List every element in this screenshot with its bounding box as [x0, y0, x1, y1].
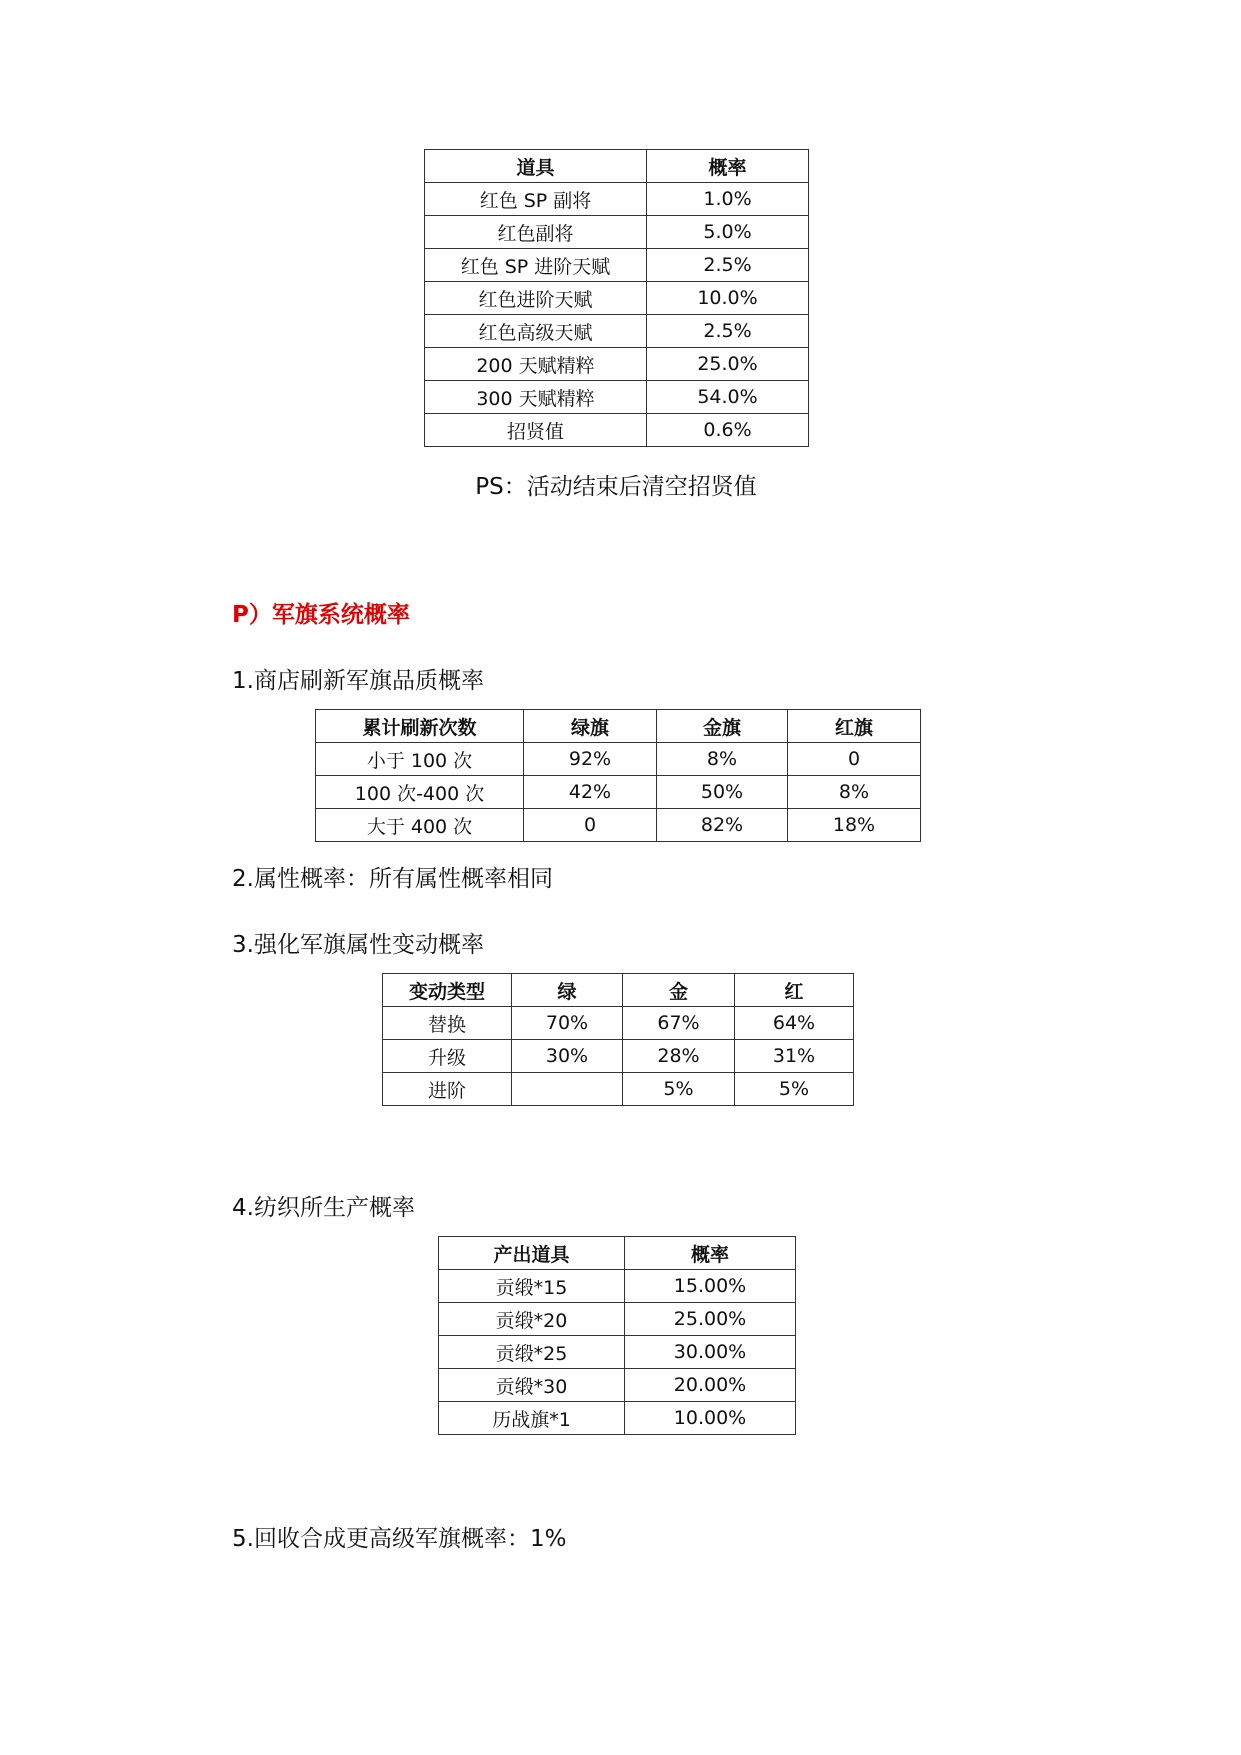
probability-cell: 10.00%	[625, 1402, 796, 1435]
red-cell: 64%	[735, 1007, 854, 1040]
red-cell: 8%	[788, 776, 921, 809]
table-row	[425, 282, 809, 315]
recycle-heading: 5.回收合成更高级军旗概率：1%	[232, 1526, 567, 1552]
item-cell: 红色副将	[425, 216, 647, 249]
item-cell: 红色 SP 副将	[425, 183, 647, 216]
item-cell: 红色高级天赋	[425, 315, 647, 348]
header-red: 红	[735, 974, 854, 1007]
item-cell: 贡缎*30	[439, 1369, 625, 1402]
header-probability: 概率	[625, 1237, 796, 1270]
shop-refresh-table	[315, 709, 921, 842]
table-row	[425, 414, 809, 447]
red-cell: 18%	[788, 809, 921, 842]
change-type-cell: 替换	[383, 1007, 512, 1040]
enhance-heading: 3.强化军旗属性变动概率	[232, 932, 484, 958]
change-type-cell: 进阶	[383, 1073, 512, 1106]
table-row	[425, 249, 809, 282]
table-row	[439, 1270, 796, 1303]
green-cell	[512, 1073, 623, 1106]
table-row	[425, 348, 809, 381]
enhance-attribute-table	[382, 973, 854, 1106]
probability-cell: 2.5%	[647, 249, 809, 282]
probability-cell: 5.0%	[647, 216, 809, 249]
probability-cell: 2.5%	[647, 315, 809, 348]
gold-cell: 50%	[657, 776, 788, 809]
header-probability: 概率	[647, 150, 809, 183]
probability-cell: 30.00%	[625, 1336, 796, 1369]
header-red-flag: 红旗	[788, 710, 921, 743]
probability-cell: 20.00%	[625, 1369, 796, 1402]
green-cell: 70%	[512, 1007, 623, 1040]
table-row	[425, 315, 809, 348]
item-cell: 300 天赋精粹	[425, 381, 647, 414]
header-refresh-count: 累计刷新次数	[316, 710, 524, 743]
gold-cell: 67%	[623, 1007, 735, 1040]
red-cell: 5%	[735, 1073, 854, 1106]
gold-cell: 5%	[623, 1073, 735, 1106]
header-item: 道具	[425, 150, 647, 183]
table-row	[439, 1369, 796, 1402]
probability-cell: 25.0%	[647, 348, 809, 381]
table-row	[439, 1402, 796, 1435]
table-row	[383, 1073, 854, 1106]
section-title: P）军旗系统概率	[232, 602, 410, 628]
probability-cell: 0.6%	[647, 414, 809, 447]
green-cell: 0	[524, 809, 657, 842]
refresh-count-cell: 大于 400 次	[316, 809, 524, 842]
item-cell: 贡缎*25	[439, 1336, 625, 1369]
table-row	[439, 1303, 796, 1336]
gold-cell: 8%	[657, 743, 788, 776]
attribute-heading: 2.属性概率：所有属性概率相同	[232, 866, 553, 892]
table-row	[316, 776, 921, 809]
probability-cell: 10.0%	[647, 282, 809, 315]
probability-cell: 15.00%	[625, 1270, 796, 1303]
table-row	[425, 183, 809, 216]
red-cell: 0	[788, 743, 921, 776]
probability-cell: 54.0%	[647, 381, 809, 414]
green-cell: 92%	[524, 743, 657, 776]
table-row	[316, 743, 921, 776]
table-row	[383, 1040, 854, 1073]
gold-cell: 28%	[623, 1040, 735, 1073]
header-gold-flag: 金旗	[657, 710, 788, 743]
header-green: 绿	[512, 974, 623, 1007]
probability-cell: 1.0%	[647, 183, 809, 216]
table-header-row	[439, 1237, 796, 1270]
item-cell: 200 天赋精粹	[425, 348, 647, 381]
green-cell: 30%	[512, 1040, 623, 1073]
header-green-flag: 绿旗	[524, 710, 657, 743]
shop-heading: 1.商店刷新军旗品质概率	[232, 668, 484, 694]
refresh-count-cell: 100 次-400 次	[316, 776, 524, 809]
table-header-row	[383, 974, 854, 1007]
probability-cell: 25.00%	[625, 1303, 796, 1336]
green-cell: 42%	[524, 776, 657, 809]
table-row	[439, 1336, 796, 1369]
weaving-production-table	[438, 1236, 796, 1435]
table-row	[425, 216, 809, 249]
item-cell: 红色进阶天赋	[425, 282, 647, 315]
header-output-item: 产出道具	[439, 1237, 625, 1270]
table-row	[316, 809, 921, 842]
weave-heading: 4.纺织所生产概率	[232, 1195, 415, 1221]
header-change-type: 变动类型	[383, 974, 512, 1007]
header-gold: 金	[623, 974, 735, 1007]
item-cell: 红色 SP 进阶天赋	[425, 249, 647, 282]
gold-cell: 82%	[657, 809, 788, 842]
item-cell: 历战旗*1	[439, 1402, 625, 1435]
item-cell: 招贤值	[425, 414, 647, 447]
red-cell: 31%	[735, 1040, 854, 1073]
change-type-cell: 升级	[383, 1040, 512, 1073]
ps-note: PS：活动结束后清空招贤值	[475, 474, 757, 500]
table-row	[383, 1007, 854, 1040]
refresh-count-cell: 小于 100 次	[316, 743, 524, 776]
table-header-row	[425, 150, 809, 183]
item-cell: 贡缎*20	[439, 1303, 625, 1336]
table-header-row	[316, 710, 921, 743]
talent-probability-table	[424, 149, 809, 447]
item-cell: 贡缎*15	[439, 1270, 625, 1303]
table-row	[425, 381, 809, 414]
